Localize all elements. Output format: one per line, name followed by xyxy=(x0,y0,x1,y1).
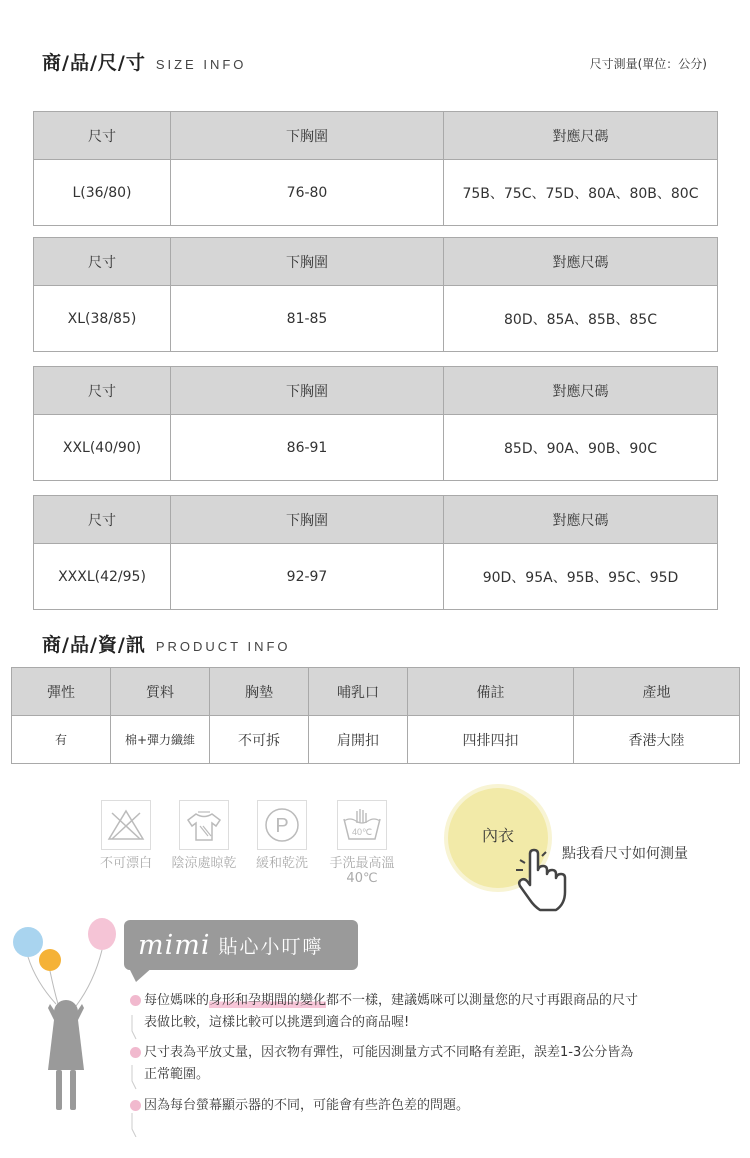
product-section-title xyxy=(42,630,291,657)
measure-guide-link[interactable]: 點我看尺寸如何測量 xyxy=(562,846,688,862)
tip-highlight: 身形和孕期間的變化 xyxy=(209,993,327,1008)
size-section-title xyxy=(42,48,246,75)
no-bleach-icon xyxy=(101,800,151,850)
size-title-zh: 商/品/尺/寸 xyxy=(42,52,146,74)
header-cup-size: 對應尺碼 xyxy=(444,367,718,415)
header-size: 尺寸 xyxy=(34,496,171,544)
care-temp: 40℃ xyxy=(346,871,378,886)
tips-badge-tail xyxy=(128,966,154,982)
header-nursing-opening: 哺乳口 xyxy=(309,668,408,716)
care-dry-clean xyxy=(245,800,319,871)
care-shade-dry xyxy=(167,800,241,871)
care-label: 不可漂白 xyxy=(99,856,152,871)
size-table-l xyxy=(33,111,718,226)
header-elasticity: 彈性 xyxy=(12,668,111,716)
orange-balloon xyxy=(39,949,61,971)
underbust-value: 81-85 xyxy=(171,286,444,352)
girl-with-balloons-illustration xyxy=(10,912,122,1122)
tips-title: 貼心小叮嚀 xyxy=(218,935,324,958)
header-underbust: 下胸圍 xyxy=(171,238,444,286)
size-table-xl xyxy=(33,237,718,352)
header-size: 尺寸 xyxy=(34,367,171,415)
blue-balloon xyxy=(13,927,43,957)
care-no-bleach xyxy=(89,800,163,871)
origin-value: 香港大陸 xyxy=(574,716,740,764)
dry-clean-p-icon xyxy=(257,800,307,850)
measure-circle-label: 內衣 xyxy=(481,825,514,845)
header-notes: 備註 xyxy=(408,668,574,716)
header-cup-size: 對應尺碼 xyxy=(444,238,718,286)
underbust-value: 76-80 xyxy=(171,160,444,226)
size-title-en: SIZE INFO xyxy=(155,57,247,72)
tip-item: 因為每台螢幕顯示器的不同，可能會有些許色差的問題。 xyxy=(130,1095,469,1117)
size-table-xxl xyxy=(33,366,718,481)
material-value: 棉+彈力纖維 xyxy=(111,716,210,764)
care-label: 陰涼處晾乾 xyxy=(171,856,237,871)
bullet-dot-icon xyxy=(130,1100,141,1111)
header-cup-size: 對應尺碼 xyxy=(444,112,718,160)
header-material: 質料 xyxy=(111,668,210,716)
nursing-opening-value: 肩開扣 xyxy=(309,716,408,764)
temp-label: 40℃ xyxy=(351,827,373,837)
care-hand-wash xyxy=(323,800,401,886)
size-value: XXL(40/90) xyxy=(34,415,171,481)
header-cup-size: 對應尺碼 xyxy=(444,496,718,544)
product-title-zh: 商/品/資/訊 xyxy=(42,634,146,656)
hand-wash-icon xyxy=(337,800,387,850)
padding-value: 不可拆 xyxy=(210,716,309,764)
svg-text:P: P xyxy=(275,815,289,837)
pink-balloon xyxy=(88,918,116,950)
bullet-dot-icon xyxy=(130,1047,141,1058)
cup-sizes-value: 75B、75C、75D、80A、80B、80C xyxy=(444,160,718,226)
underbust-value: 92-97 xyxy=(171,544,444,610)
product-title-en: PRODUCT INFO xyxy=(155,639,291,654)
size-value: L(36/80) xyxy=(34,160,171,226)
underbust-value: 86-91 xyxy=(171,415,444,481)
care-label: 緩和乾洗 xyxy=(255,856,308,871)
elasticity-value: 有 xyxy=(12,716,111,764)
care-label: 手洗最高溫 40℃ xyxy=(329,856,395,886)
header-underbust: 下胸圍 xyxy=(171,112,444,160)
cup-sizes-value: 90D、95A、95B、95C、95D xyxy=(444,544,718,610)
notes-value: 四排四扣 xyxy=(408,716,574,764)
header-underbust: 下胸圍 xyxy=(171,496,444,544)
header-padding: 胸墊 xyxy=(210,668,309,716)
mimi-script: mimi xyxy=(138,929,211,961)
unit-note: 尺寸測量(單位：公分) xyxy=(589,57,707,71)
tip-item: 每位媽咪的身形和孕期間的變化都不一樣，建議媽咪可以測量您的尺寸再跟商品的尺寸 表做比較，這樣比較可以挑選到適合的商品喔! xyxy=(130,990,638,1034)
product-info-table xyxy=(11,667,740,764)
cup-sizes-value: 85D、90A、90B、90C xyxy=(444,415,718,481)
tips-badge xyxy=(124,920,358,970)
size-value: XL(38/85) xyxy=(34,286,171,352)
header-origin: 產地 xyxy=(574,668,740,716)
header-size: 尺寸 xyxy=(34,238,171,286)
size-table-xxxl xyxy=(33,495,718,610)
cup-sizes-value: 80D、85A、85B、85C xyxy=(444,286,718,352)
header-size: 尺寸 xyxy=(34,112,171,160)
size-value: XXXL(42/95) xyxy=(34,544,171,610)
tip-item: 尺寸表為平放丈量，因衣物有彈性，可能因測量方式不同略有差距，誤差1-3公分皆為 正常範圍。 xyxy=(130,1042,633,1086)
header-underbust: 下胸圍 xyxy=(171,367,444,415)
girl-silhouette xyxy=(48,1000,84,1110)
bullet-dot-icon xyxy=(130,995,141,1006)
shade-dry-icon xyxy=(179,800,229,850)
